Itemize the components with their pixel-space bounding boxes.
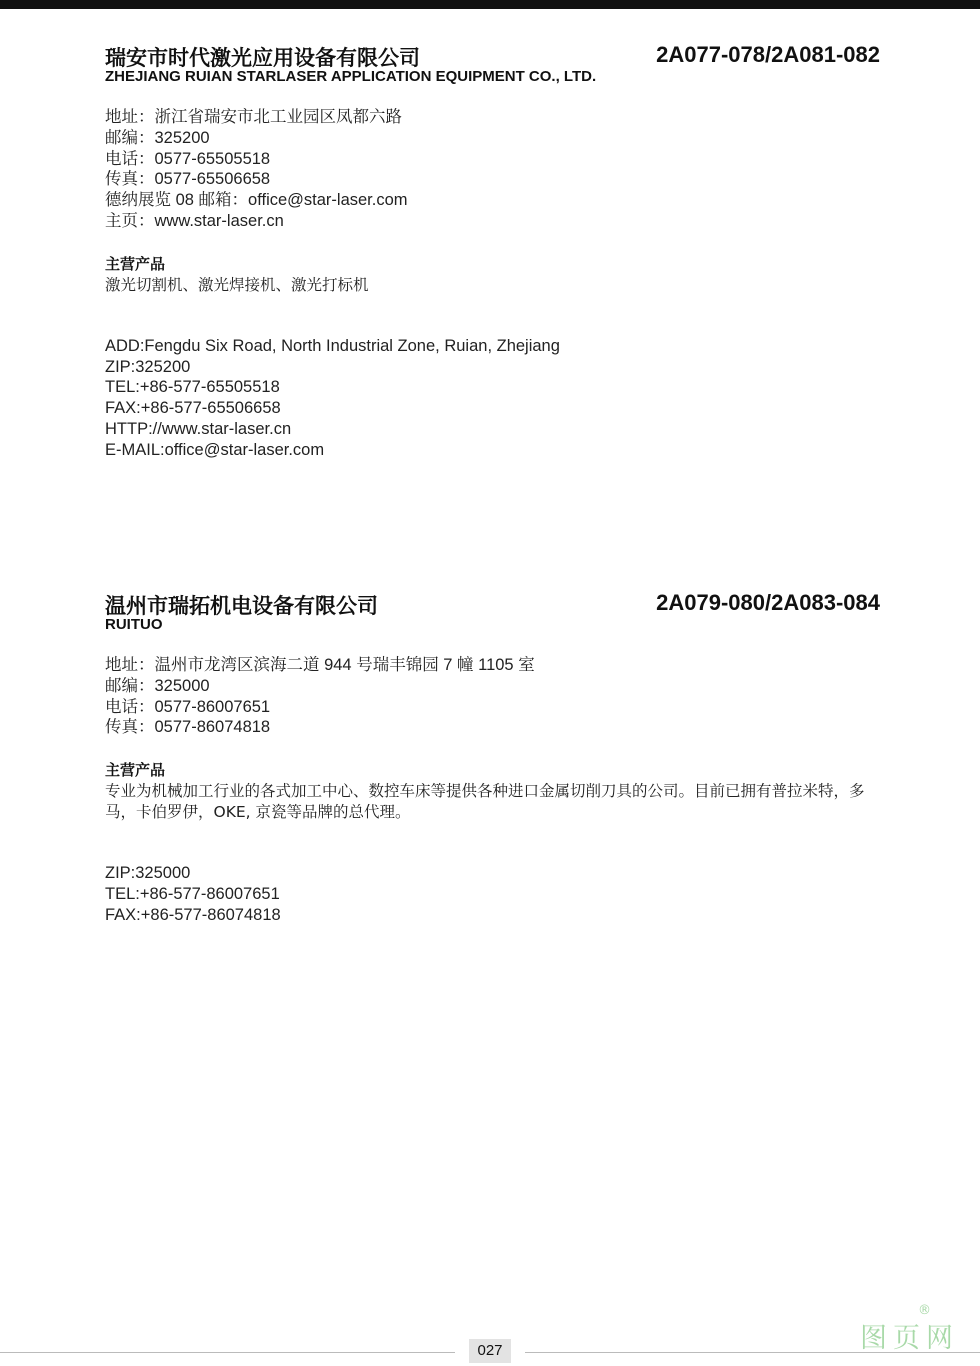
en-contact-block	[105, 863, 880, 925]
en-tel: TEL:+86-577-86007651	[105, 884, 280, 903]
cn-fax: 传真：0577-86074818	[105, 718, 271, 737]
company-header	[105, 590, 880, 620]
en-fax: FAX:+86-577-86074818	[105, 905, 281, 924]
products-text: 激光切割机、激光焊接机、激光打标机	[105, 275, 369, 294]
footer-rule-left	[0, 1352, 455, 1353]
cn-contact-block	[105, 107, 880, 232]
en-zip: ZIP:325200	[105, 357, 191, 376]
company-entry	[105, 42, 880, 461]
company-cn-name: 瑞安市时代激光应用设备有限公司	[105, 46, 420, 70]
en-contact-block	[105, 336, 880, 461]
registered-mark: ®	[918, 1303, 931, 1318]
cn-phone: 电话：0577-86007651	[105, 697, 271, 716]
page-number: 027	[469, 1339, 511, 1363]
en-email: E-MAIL:office@star-laser.com	[105, 440, 325, 459]
watermark-logo: 图页网	[860, 1323, 959, 1354]
company-entry	[105, 590, 880, 926]
top-border-bar	[0, 0, 980, 9]
company-header	[105, 42, 880, 72]
en-zip: ZIP:325000	[105, 864, 191, 883]
en-address: ADD:Fengdu Six Road, North Industrial Zone, Ruian, Zhejiang	[105, 336, 560, 355]
cn-address: 地址：温州市龙湾区滨海二道 944 号瑞丰锦园 7 幢 1105 室	[105, 656, 535, 674]
company-en-name: RUITUO	[105, 616, 163, 633]
cn-contact-block	[105, 655, 880, 738]
cn-phone: 电话：0577-65505518	[105, 149, 271, 168]
booth-number: 2A079-080/2A083-084	[656, 590, 880, 615]
company-cn-name: 温州市瑞拓机电设备有限公司	[105, 594, 378, 618]
cn-zip: 邮编：325200	[105, 128, 210, 147]
products-text: 专业为机械加工行业的各式加工中心、数控车床等提供各种进口金属切削刀具的公司。目前已拥有普拉米特，多马，卡伯罗伊，OKE, 京瓷等品牌的总代理。	[105, 782, 865, 822]
en-fax: FAX:+86-577-65506658	[105, 399, 281, 418]
en-tel: TEL:+86-577-65505518	[105, 378, 280, 397]
company-en-name: ZHEJIANG RUIAN STARLASER APPLICATION EQUIPMENT CO., LTD.	[105, 68, 597, 85]
booth-number: 2A077-078/2A081-082	[656, 42, 880, 67]
cn-homepage: 主页：www.star-laser.cn	[105, 211, 284, 230]
cn-zip: 邮编：325000	[105, 676, 210, 695]
cn-fax: 传真：0577-65506658	[105, 170, 271, 189]
products-heading: 主营产品	[105, 254, 166, 273]
cn-email: 德纳展览 08 邮箱：office@star-laser.com	[105, 191, 408, 210]
cn-address: 地址：浙江省瑞安市北工业园区凤都六路	[105, 108, 402, 126]
products-heading: 主营产品	[105, 761, 166, 780]
en-http: HTTP://www.star-laser.cn	[105, 419, 292, 438]
